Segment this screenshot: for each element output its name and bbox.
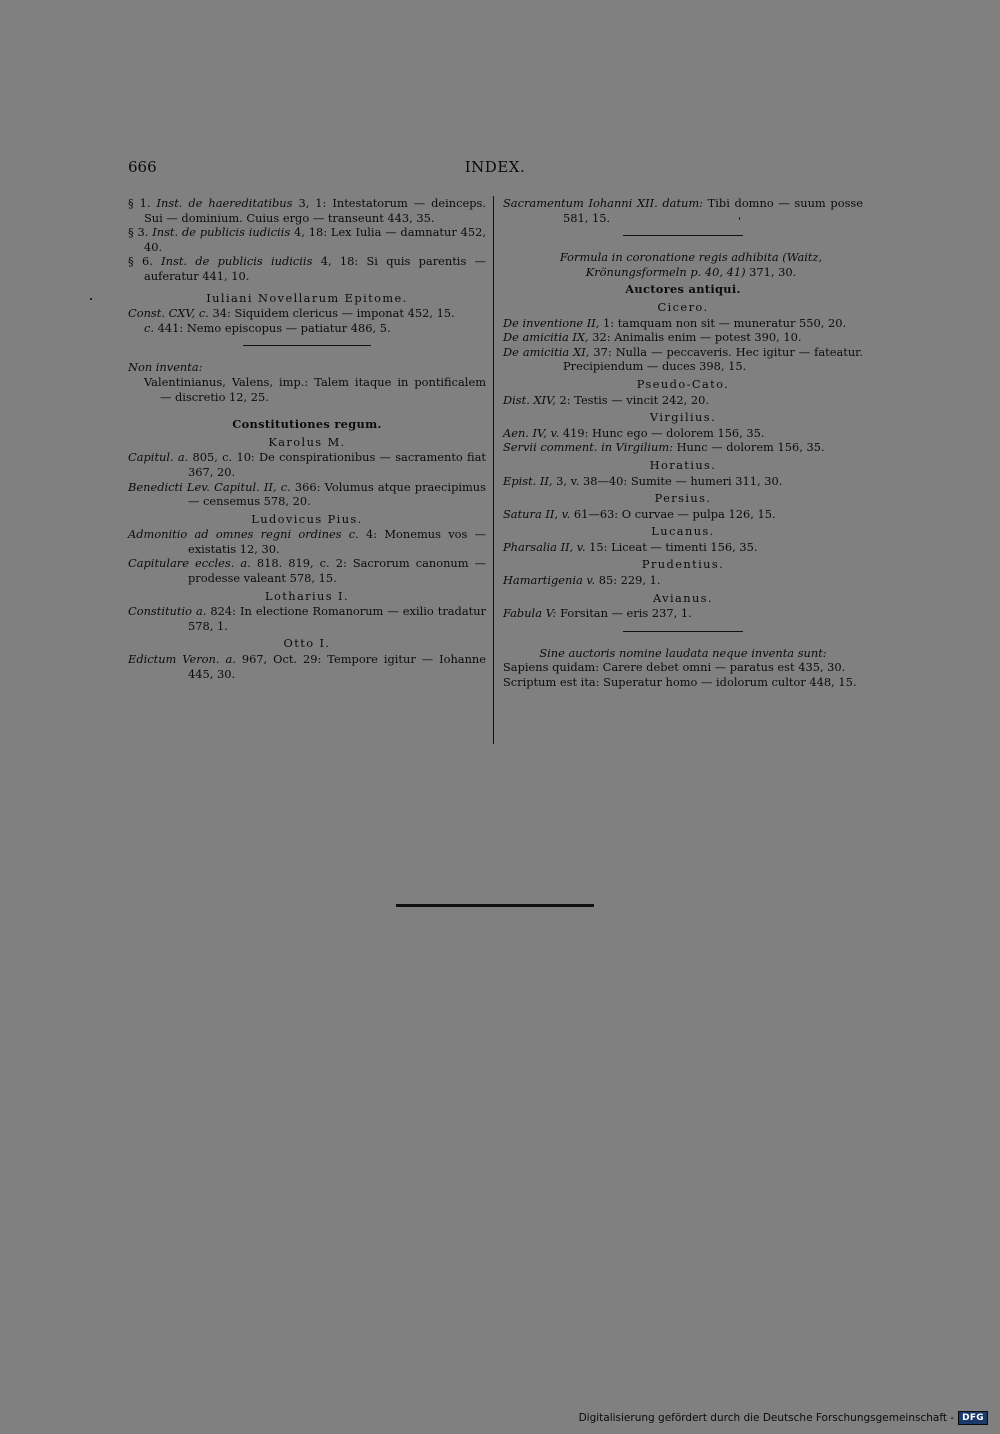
column-divider [493, 196, 494, 744]
digitization-footer [579, 1411, 988, 1425]
index-entry: De amicitia IX, 32: Animalis enim — potest 390, 10. [503, 330, 802, 345]
index-entry: De inventione II, 1: tamquam non sit — muneratur 550, 20. [503, 315, 847, 330]
subsection-heading: Virgilius. [649, 410, 717, 425]
index-entry: Constitutio a. 824: In electione Romanorum — exilio tradatur 578, 1. [128, 604, 486, 633]
subsection-heading: Cicero. [657, 299, 709, 314]
non-inventa-label: Non inventa: [128, 360, 203, 375]
section-divider [243, 345, 371, 346]
index-entry: Valentinianus, Valens, imp.: Talem itaque in pontificalem — discretio 12, 25. [144, 374, 486, 404]
left-column [128, 196, 486, 681]
section-divider [623, 235, 743, 236]
index-entry: De amicitia XI, 37: Nulla — peccaveris. Hec igitur — fateatur. Precipiendum — duces 398, 15. [503, 344, 863, 374]
index-entry: Satura II, v. 61—63: O curvae — pulpa 126, 15. [503, 506, 776, 521]
section-heading: Iuliani Novellarum Epitome. [206, 290, 408, 305]
index-entry: Dist. XIV, 2: Testis — vincit 242, 20. [503, 392, 709, 407]
subsection-heading: Prudentius. [641, 557, 725, 572]
subsection-heading: Lucanus. [651, 524, 715, 539]
index-entry: Hamartigenia v. 85: 229, 1. [503, 573, 661, 588]
section-divider [623, 631, 743, 632]
index-entry: § 6. Inst. de publicis iudiciis 4, 18: Si quis parentis — auferatur 441, 10. [128, 254, 486, 283]
index-entry: § 1. Inst. de haereditatibus 3, 1: Intestatorum — deinceps. Sui — dominium. Cuius ergo — transeunt 443, 35. [128, 196, 486, 225]
index-entry: Capitulare eccles. a. 818. 819, c. 2: Sacrorum canonum — prodesse valeant 578, 15. [128, 556, 486, 586]
subsection-heading: Ludovicus Pius. [251, 511, 363, 526]
index-entry: Scriptum est ita: Superatur homo — idolorum cultor 448, 15. [503, 675, 857, 690]
footer-text: Digitalisierung gefördert durch die Deutsche Forschungsgemeinschaft - [578, 1412, 955, 1424]
index-entry: Admonitio ad omnes regni ordines c. 4: Monemus vos — existatis 12, 30. [128, 527, 486, 556]
sine-auctoris-label: Sine auctoris nomine laudata neque inventa sunt: [539, 645, 827, 660]
right-column [503, 196, 863, 690]
index-entry: Epist. II, 3, v. 38—40: Sumite — humeri 311, 30. [503, 473, 783, 488]
index-entry: Const. CXV, c. 34: Siquidem clericus — imponat 452, 15. [128, 306, 455, 321]
index-entry: Capitul. a. 805, c. 10: De conspirationibus — sacramento fiat 367, 20. [128, 450, 486, 479]
index-entry: Sapiens quidam: Carere debet omni — paratus est 435, 30. [503, 660, 846, 675]
index-entry: § 3. Inst. de publicis iudiciis 4, 18: Lex Iulia — damnatur 452, 40. [128, 225, 486, 254]
index-entry: Sacramentum Iohanni XII. datum: Tibi domno — suum posse 581, 15. [503, 196, 863, 225]
index-entry: Benedicti Lev. Capitul. II, c. 366: Volumus atque praecipimus — censemus 578, 20. [128, 479, 486, 509]
section-heading: Auctores antiqui. [625, 282, 741, 297]
section-heading: Constitutiones regum. [232, 417, 382, 432]
subsection-heading: Avianus. [653, 590, 713, 605]
page-title: INDEX. [464, 158, 526, 176]
end-rule [396, 904, 594, 907]
index-entry: Servii comment. in Virgilium: Hunc — dolorem 156, 35. [503, 440, 825, 455]
subsection-heading: Horatius. [649, 457, 717, 472]
subsection-heading: Pseudo-Cato. [636, 376, 730, 391]
dfg-logo: DFG [958, 1411, 988, 1425]
page-number: 666 [128, 158, 157, 176]
subsection-heading: Lotharius I. [265, 588, 349, 603]
index-entry: Pharsalia II, v. 15: Liceat — timenti 156, 35. [503, 539, 758, 554]
subsection-heading: Otto I. [283, 636, 331, 651]
subsection-heading: Karolus M. [268, 434, 346, 449]
index-entry: Fabula V: Forsitan — eris 237, 1. [503, 606, 692, 621]
page-header [128, 158, 862, 178]
index-entry: Aen. IV, v. 419: Hunc ego — dolorem 156, 35. [503, 425, 765, 440]
index-entry: Formula in coronatione regis adhibita (Waitz, Krönungsformeln p. 40, 41) 371, 30. [559, 250, 823, 279]
index-entry: Edictum Veron. a. 967, Oct. 29: Tempore igitur — Iohanne 445, 30. [128, 652, 486, 681]
index-entry: c. 441: Nemo episcopus — patiatur 486, 5. [144, 320, 391, 335]
scan-speck [90, 298, 92, 300]
scan-speck [739, 217, 740, 220]
subsection-heading: Persius. [654, 491, 712, 506]
